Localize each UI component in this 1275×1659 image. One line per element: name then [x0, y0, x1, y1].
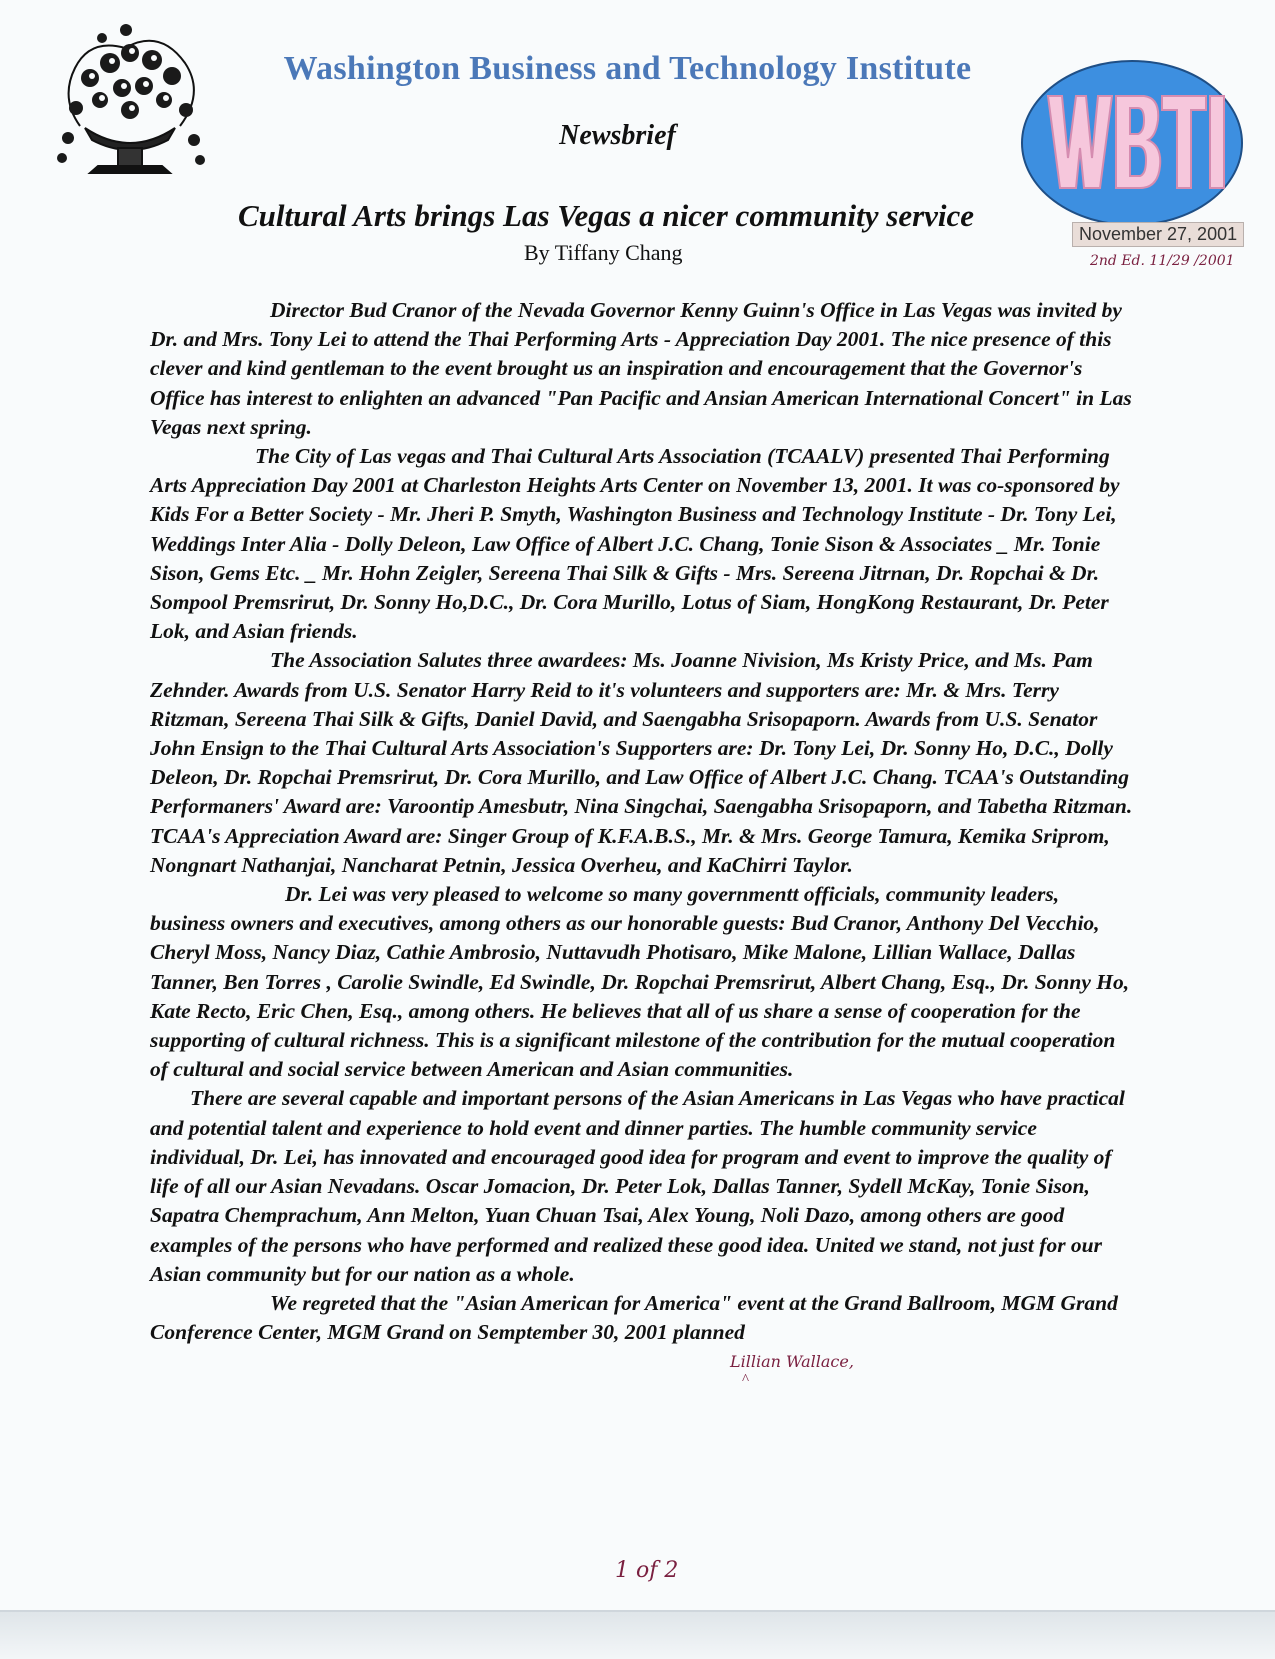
handwritten-insert: Lillian Wallace,: [730, 1352, 854, 1371]
paragraph: There are several capable and important persons of the Asian Americans in Las Vegas who have practical and potential talent and experience to hold event and dinner parties. The humble community service individual, Dr. Lei, has innovated and encouraged good idea for program and event to improve the quality of life of all our Asian Nevadans. Oscar Jomacion, Dr. Peter Lok, Dallas Tanner, Sydell McKay, Tonie Sison, Sapatra Chemprachum, Ann Melton, Yuan Chuan Tsai, Alex Young, Noli Dazo, among others are good examples of the persons who have performed and realized these good idea. United we stand, not just for our Asian community but for our nation as a whole.: [150, 1086, 1125, 1286]
organization-title: Washington Business and Technology Institute: [283, 50, 972, 87]
insert-caret: ^: [742, 1372, 750, 1388]
wbti-logo: [1020, 58, 1250, 228]
article-body: [150, 296, 1135, 1347]
date-stamp: November 27, 2001: [1072, 222, 1244, 247]
paragraph: The City of Las vegas and Thai Cultural Arts Association (TCAALV) presented Thai Performing Arts Appreciation Day 2001 at Charleston Heights Arts Center on November 13, 2001. It was co-sponsored by Kids For a Better Society - Mr. Jheri P. Smyth, Washington Business and Technology Institute - Dr. Tony Lei, Weddings Inter Alia - Dolly Deleon, Law Office of Albert J.C. Chang, Tonie Sison & Associates _ Mr. Tonie Sison, Gems Etc. _ Mr. Hohn Zeigler, Sereena Thai Silk & Gifts - Mrs. Sereena Jitrnan, Dr. Ropchai & Dr. Sompool Premsrirut, Dr. Sonny Ho,D.C., Dr. Cora Murillo, Lotus of Siam, HongKong Restaurant, Dr. Peter Lok, and Asian friends.: [150, 444, 1120, 644]
page-number-handwritten: 1 of 2: [615, 1558, 679, 1583]
article-byline: By Tiffany Chang: [524, 240, 683, 265]
scan-edge: [0, 1612, 1275, 1659]
newsletter-name: Newsbrief: [559, 120, 676, 151]
handwritten-edition-note: 2nd Ed. 11/29 /2001: [1090, 253, 1235, 269]
paragraph: We regreted that the "Asian American for America" event at the Grand Ballroom, MGM Grand Conference Center, MGM Grand on Semptember 30, 2001 planned: [150, 1290, 1118, 1345]
paragraph: The Association Salutes three awardees: Ms. Joanne Nivision, Ms Kristy Price, and Ms. Pam Zehnder. Awards from U.S. Senator Harry Reid to it's volunteers and supporters are: Mr. & Mrs. Terry Ritzman, Sereena Thai Silk & Gifts, Daniel David, and Saengabha Srisopaporn. Awards from U.S. Senator John Ensign to the Thai Cultural Arts Association's Supporters are: Dr. Tony Lei, Dr. Sonny Ho, D.C., Dolly Deleon, Dr. Ropchai Premsrirut, Dr. Cora Murillo, and Law Office of Albert J.C. Chang. TCAA's Outstanding Performaners' Award are: Varoontip Amesbutr, Nina Singchai, Saengabha Srisopaporn, and Tabetha Ritzman. TCAA's Appreciation Award are: Singer Group of K.F.A.B.S., Mr. & Mrs. George Tamura, Kemika Sriprom, Nongnart Nathanjai, Nancharat Petnin, Jessica Overheu, and KaChirri Taylor.: [150, 648, 1133, 877]
article-headline: Cultural Arts brings Las Vegas a nicer community service: [238, 198, 975, 233]
paragraph: Dr. Lei was very pleased to welcome so many governmentt officials, community leaders, business owners and executives, among others as our honorable guests: Bud Cranor, Anthony Del Vecchio, Cheryl Moss, Nancy Diaz, Cathie Ambrosio, Nuttavudh Photisaro, Mike Malone, Lillian Wallace, Dallas Tanner, Ben Torres , Carolie Swindle, Ed Swindle, Dr. Ropchai Premsrirut, Albert Chang, Esq., Dr. Sonny Ho, Kate Recto, Eric Chen, Esq., among others. He believes that all of us share a sense of cooperation for the supporting of cultural richness. This is a significant milestone of the contribution for the mutual cooperation of cultural and social service between American and Asian communities.: [150, 882, 1130, 1082]
paragraph: Director Bud Cranor of the Nevada Governor Kenny Guinn's Office in Las Vegas was invited by Dr. and Mrs. Tony Lei to attend the Thai Performing Arts - Appreciation Day 2001. The nice presence of this clever and kind gentleman to the event brought us an inspiration and encouragement that the Governor's Office has interest to enlighten an advanced "Pan Pacific and Ansian American International Concert" in Las Vegas next spring.: [150, 298, 1132, 439]
urn-ornament-logo: [30, 8, 230, 193]
